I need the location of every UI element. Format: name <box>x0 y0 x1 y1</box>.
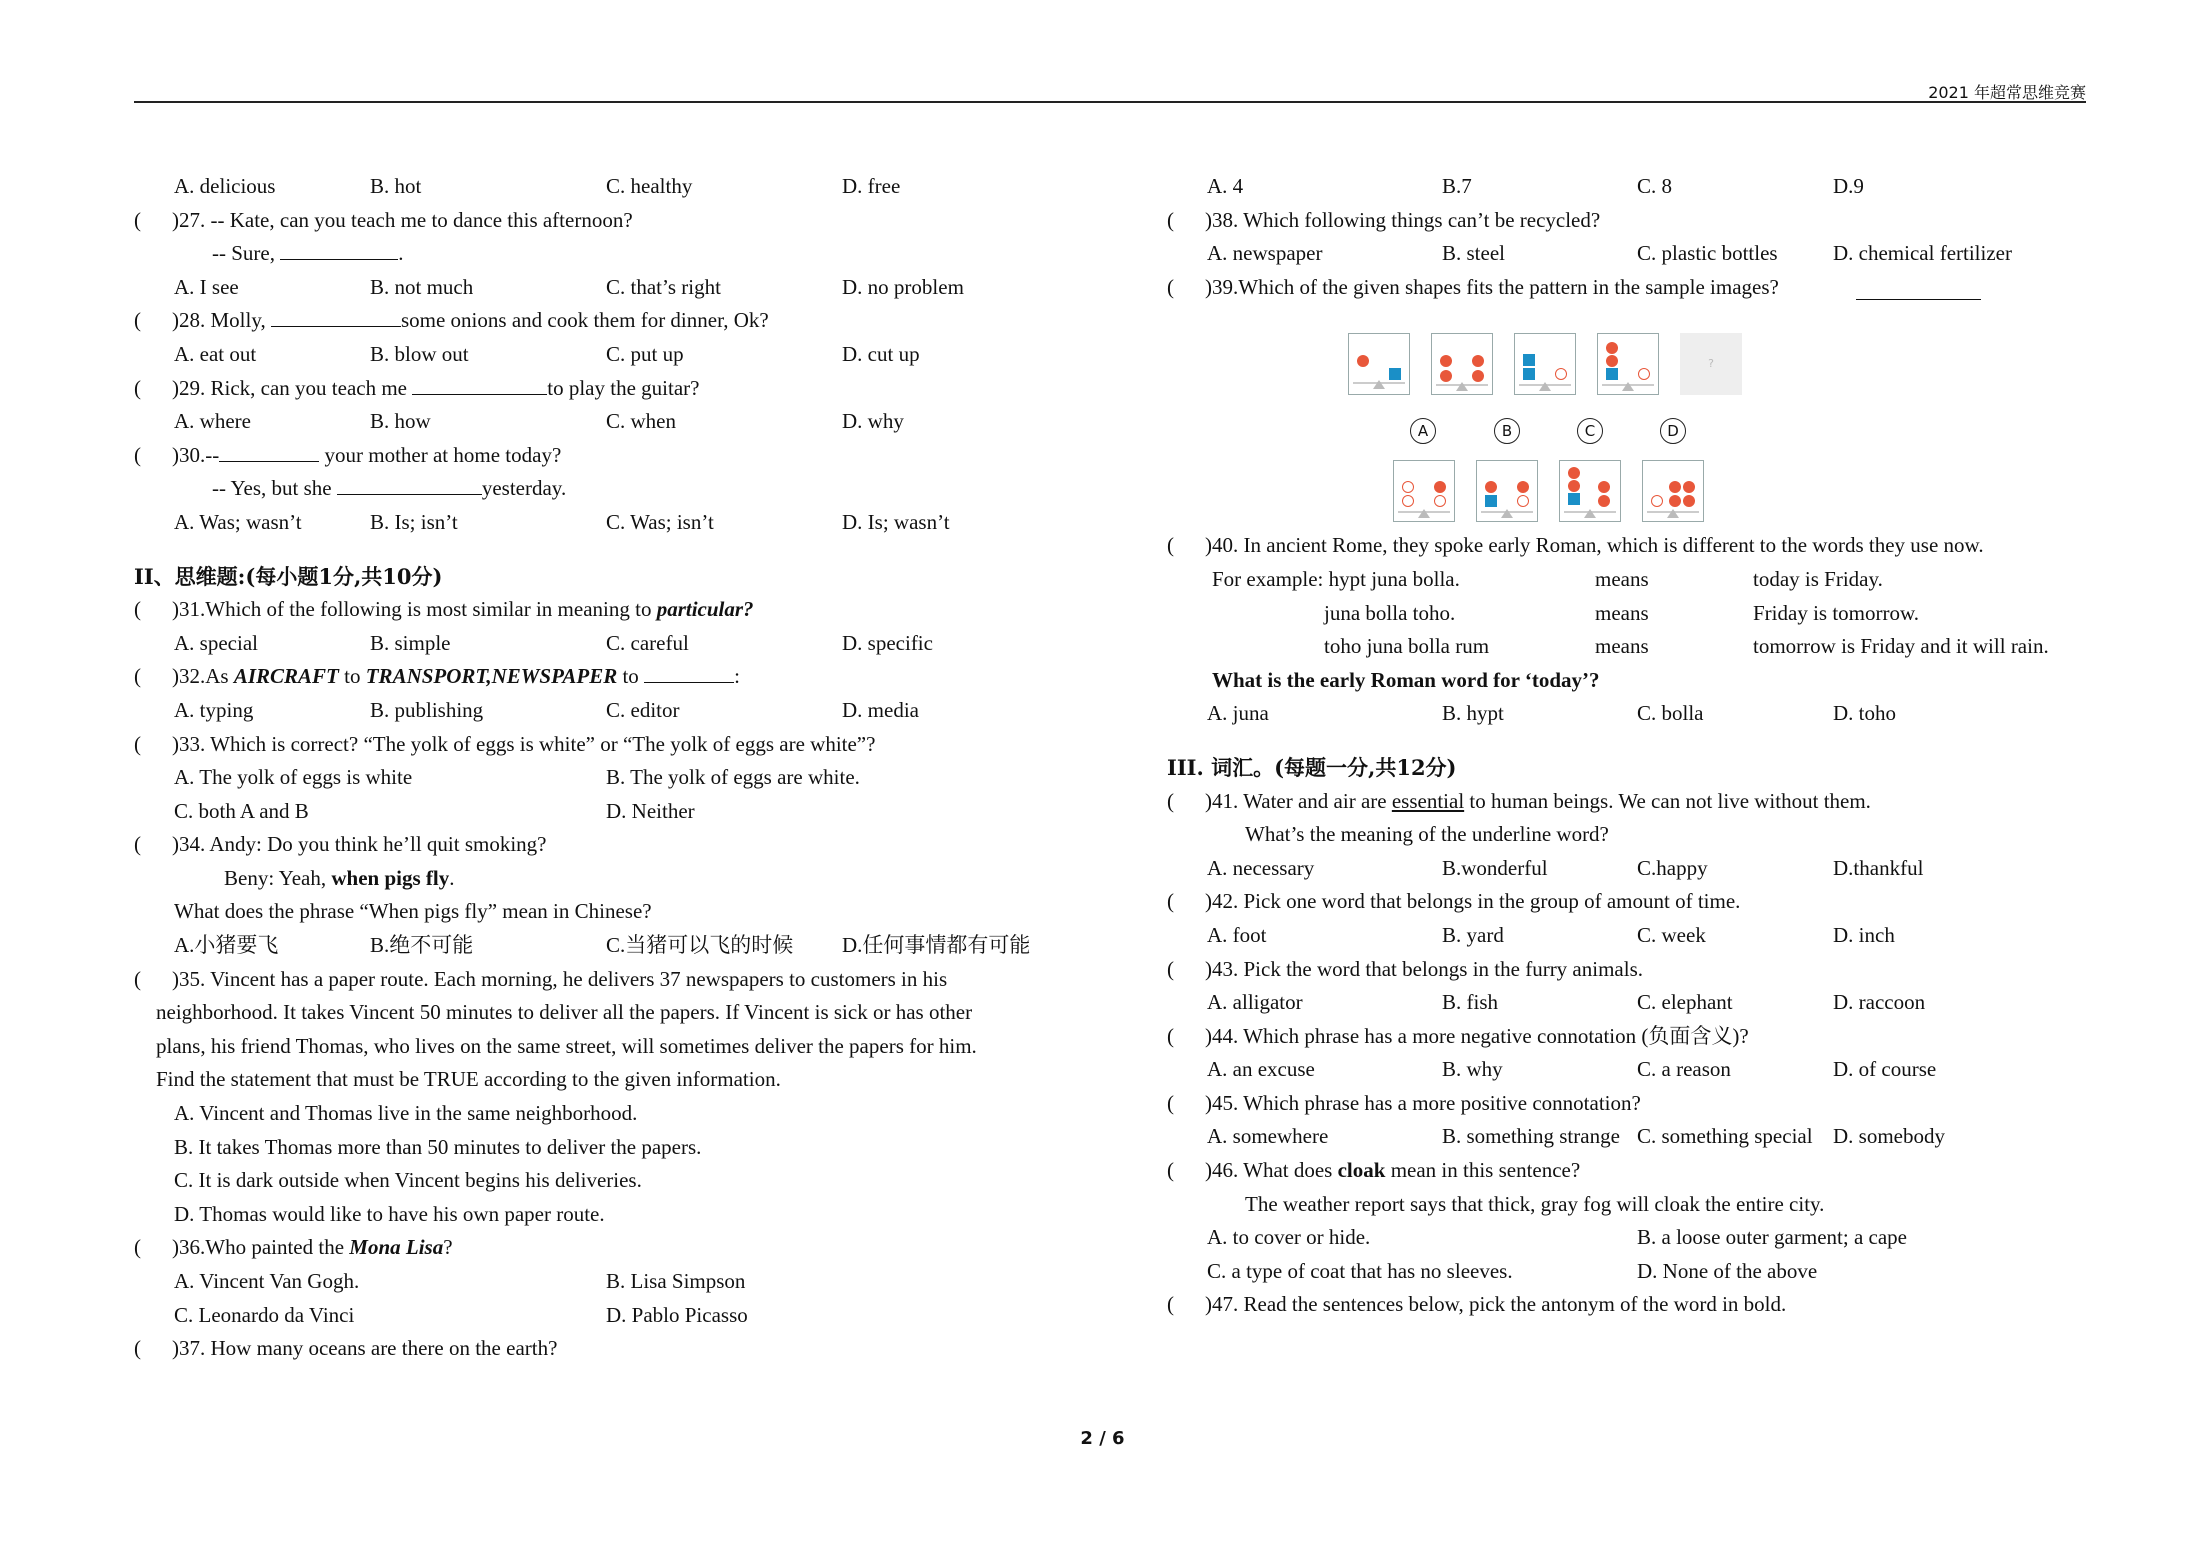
option-a: A. somewhere <box>1207 1124 1329 1149</box>
option-b: B. not much <box>370 274 474 299</box>
question-38: ( )38. Which following things can’t be recycled? <box>1167 204 2097 238</box>
example-row-1: For example: hypt juna bolla. means today is Friday. <box>1212 566 1883 591</box>
option-c: C. a type of coat that has no sleeves. <box>1207 1258 1513 1283</box>
option-a: A. alligator <box>1207 990 1303 1015</box>
question-37: ( )37. How many oceans are there on the earth? <box>134 1332 1064 1366</box>
option-b: B. Lisa Simpson <box>606 1269 746 1293</box>
answer-paren: ( <box>134 442 141 467</box>
sample-image-3 <box>1514 333 1576 395</box>
option-c: C.happy <box>1637 855 1708 880</box>
q31-options <box>134 627 1064 661</box>
q38-options <box>1167 237 2097 271</box>
option-c: C. Was; isn’t <box>606 509 714 534</box>
answer-paren: ( <box>134 308 141 333</box>
question-34: ( )34. Andy: Do you think he’ll quit smoking? <box>134 828 1064 862</box>
option-a: A. 4 <box>1207 174 1244 198</box>
option-d: D.thankful <box>1833 855 1924 880</box>
q33-options-row2 <box>134 795 1064 829</box>
option-d: D. somebody <box>1833 1124 1945 1149</box>
answer-paren: ( <box>134 597 141 622</box>
answer-paren: ( <box>134 375 141 400</box>
answer-paren: ( <box>1167 788 1174 813</box>
option-d: D. toho <box>1833 701 1896 726</box>
q35-option-a: A. Vincent and Thomas live in the same neighborhood. <box>174 1101 638 1126</box>
option-c: C. careful <box>606 630 689 655</box>
q33-options-row1 <box>134 761 1064 795</box>
option-c: C. a reason <box>1637 1057 1731 1082</box>
q34-options <box>134 929 1064 963</box>
choice-c-image[interactable] <box>1559 460 1621 522</box>
q36-options-row2 <box>134 1299 1064 1333</box>
question-30: ( )30.-- your mother at home today? <box>134 439 1064 473</box>
answer-blank <box>1856 279 1981 300</box>
choice-b-image[interactable] <box>1476 460 1538 522</box>
section-3-heading: III. 词汇。(每题一分,共12分) <box>1167 754 1457 780</box>
choice-a-label[interactable]: A <box>1410 418 1436 444</box>
option-c: C. Leonardo da Vinci <box>174 1302 355 1327</box>
option-c: C. something special <box>1637 1124 1813 1149</box>
choice-d-label[interactable]: D <box>1660 418 1686 444</box>
option-a: A. juna <box>1207 701 1269 726</box>
q27-options <box>134 271 1064 305</box>
sample-image-1 <box>1348 333 1410 395</box>
answer-paren: ( <box>1167 889 1174 914</box>
option-a: A. Was; wasn’t <box>174 509 302 534</box>
option-a: A. to cover or hide. <box>1207 1225 1371 1250</box>
answer-blank <box>280 239 398 260</box>
choice-c-label[interactable]: C <box>1577 418 1603 444</box>
option-b: B. Is; isn’t <box>370 509 458 534</box>
option-b: B. steel <box>1442 241 1505 266</box>
option-c: C. both A and B <box>174 798 309 823</box>
choice-b-label[interactable]: B <box>1494 418 1520 444</box>
option-a: A. special <box>174 630 258 655</box>
option-d: D.任何事情都有可能 <box>842 933 1031 958</box>
option-a: A. typing <box>174 697 254 722</box>
answer-blank <box>644 662 734 683</box>
answer-blank <box>219 441 319 462</box>
option-d: D. inch <box>1833 922 1895 947</box>
option-c: C. plastic bottles <box>1637 241 1778 266</box>
answer-paren: ( <box>134 664 141 689</box>
question-27-reply: -- Sure, . <box>212 241 404 266</box>
question-46: ( )46. What does cloak mean in this sentence? <box>1167 1154 2097 1188</box>
option-d: D. raccoon <box>1833 990 1926 1015</box>
q46-options-row2 <box>1167 1255 2097 1289</box>
answer-paren: ( <box>1167 1023 1174 1048</box>
option-d: D. no problem <box>842 274 964 299</box>
option-d: D. specific <box>842 630 933 655</box>
q29-options <box>134 405 1064 439</box>
question-39: ( )39.Which of the given shapes fits the pattern in the sample images? <box>1167 271 2097 305</box>
q42-options <box>1167 919 2097 953</box>
option-d: D. Pablo Picasso <box>606 1302 748 1327</box>
option-b: B. publishing <box>370 697 484 722</box>
q44-options <box>1167 1053 2097 1087</box>
answer-blank <box>412 374 547 395</box>
question-text: 27. -- Kate, can you teach me to dance this afternoon? <box>179 207 633 232</box>
q30-options <box>134 506 1064 540</box>
pattern-puzzle-figure <box>1167 304 2097 529</box>
q35-option-d: D. Thomas would like to have his own paper route. <box>174 1201 605 1226</box>
option-b: B. hypt <box>1442 701 1504 726</box>
q26-options <box>134 170 1064 204</box>
option-b: B. yard <box>1442 922 1504 947</box>
option-b: B. something strange <box>1442 1124 1620 1149</box>
answer-paren: ( <box>134 731 141 756</box>
option-a: A. The yolk of eggs is white <box>174 765 413 790</box>
option-c: C. that’s right <box>606 274 721 299</box>
option-d: D. chemical fertilizer <box>1833 241 2012 266</box>
question-30-reply: -- Yes, but she yesterday. <box>212 476 567 501</box>
example-row-3: toho juna bolla rum means tomorrow is Friday and it will rain. <box>1324 634 2049 659</box>
option-b: B. simple <box>370 630 451 655</box>
option-c: C. week <box>1637 922 1706 947</box>
answer-paren: ( <box>134 1235 141 1260</box>
option-d: D. of course <box>1833 1057 1937 1082</box>
q32-options <box>134 694 1064 728</box>
answer-blank <box>271 306 401 327</box>
sample-image-2 <box>1431 333 1493 395</box>
option-d: D. why <box>842 409 904 434</box>
q35-option-c: C. It is dark outside when Vincent begins his deliveries. <box>174 1168 642 1193</box>
q40-options <box>1167 697 2097 731</box>
answer-paren: ( <box>1167 274 1174 299</box>
question-28: ( )28. Molly, some onions and cook them for dinner, Ok? <box>134 304 1064 338</box>
question-35-line3: plans, his friend Thomas, who lives on the same street, will sometimes deliver the papers for him. <box>156 1033 977 1058</box>
option-c: C. editor <box>606 697 680 722</box>
q41-options <box>1167 852 2097 886</box>
question-46-sentence: The weather report says that thick, gray fog will cloak the entire city. <box>1245 1191 1825 1216</box>
page-header-title: 2021 年超常思维竞赛 <box>1928 83 2086 102</box>
question-29: ( )29. Rick, can you teach me to play the guitar? <box>134 372 1064 406</box>
option-a: A. Vincent Van Gogh. <box>174 1269 360 1293</box>
q35-option-b: B. It takes Thomas more than 50 minutes to deliver the papers. <box>174 1134 702 1159</box>
q36-options-row1 <box>134 1265 1064 1299</box>
option-d: D. cut up <box>842 341 920 366</box>
option-a: A. newspaper <box>1207 241 1323 266</box>
question-41-prompt: What’s the meaning of the underline word? <box>1245 822 1609 847</box>
option-d: D. free <box>842 174 901 198</box>
option-d: D. media <box>842 697 919 722</box>
question-35: ( )35. Vincent has a paper route. Each morning, he delivers 37 newspapers to customers in his <box>134 963 1064 997</box>
question-40: ( )40. In ancient Rome, they spoke early Roman, which is different to the words they use now. <box>1167 529 2097 563</box>
q37-options <box>1167 170 2097 204</box>
header-divider <box>134 101 2086 103</box>
option-c: C. healthy <box>606 174 693 198</box>
question-41: ( )41. Water and air are essential to human beings. We can not live without them. <box>1167 785 2097 819</box>
question-27: ( )27. -- Kate, can you teach me to dance this afternoon? <box>134 204 1064 238</box>
option-b: B.绝不可能 <box>370 933 474 958</box>
option-c: C. elephant <box>1637 990 1733 1015</box>
q43-options <box>1167 986 2097 1020</box>
question-35-line4: Find the statement that must be TRUE according to the given information. <box>156 1067 781 1092</box>
question-42: ( )42. Pick one word that belongs in the group of amount of time. <box>1167 885 2097 919</box>
question-43: ( )43. Pick the word that belongs in the furry animals. <box>1167 953 2097 987</box>
option-b: B. hot <box>370 174 422 198</box>
option-b: B. how <box>370 409 431 434</box>
page-number: 2 / 6 <box>1080 1428 1125 1449</box>
choice-a-image[interactable] <box>1393 460 1455 522</box>
sample-image-4 <box>1597 333 1659 395</box>
question-34-prompt: What does the phrase “When pigs fly” mean in Chinese? <box>174 899 652 924</box>
option-b: B. why <box>1442 1057 1503 1082</box>
option-a: A. delicious <box>174 174 276 198</box>
option-c: C.当猪可以飞的时候 <box>606 933 794 958</box>
answer-paren: ( <box>134 966 141 991</box>
option-a: A. foot <box>1207 922 1267 947</box>
question-45: ( )45. Which phrase has a more positive connotation? <box>1167 1087 2097 1121</box>
q46-options-row1 <box>1167 1221 2097 1255</box>
option-a: A.小猪要飞 <box>174 933 279 958</box>
answer-paren: ( <box>1167 956 1174 981</box>
question-44: ( )44. Which phrase has a more negative connotation (负面含义)? <box>1167 1020 2097 1054</box>
q45-options <box>1167 1120 2097 1154</box>
unknown-image-placeholder: ? <box>1680 333 1742 395</box>
question-31: ( )31.Which of the following is most similar in meaning to particular? <box>134 593 1064 627</box>
question-33: ( )33. Which is correct? “The yolk of eggs is white” or “The yolk of eggs are white”? <box>134 728 1064 762</box>
question-34-reply: Beny: Yeah, when pigs fly. <box>224 865 455 890</box>
question-35-line2: neighborhood. It takes Vincent 50 minutes to deliver all the papers. If Vincent is sick or has other <box>156 1000 973 1025</box>
answer-paren: ( <box>1167 533 1174 558</box>
answer-paren: ( <box>1167 1090 1174 1115</box>
option-a: A. where <box>174 409 251 434</box>
answer-paren: ( <box>134 832 141 857</box>
left-column <box>134 170 1064 1366</box>
question-36: ( )36.Who painted the Mona Lisa? <box>134 1231 1064 1265</box>
option-a: A. necessary <box>1207 855 1315 880</box>
option-b: B.7 <box>1442 174 1472 198</box>
option-c: C. bolla <box>1637 701 1704 726</box>
option-b: B. fish <box>1442 990 1499 1015</box>
option-b: B. The yolk of eggs are white. <box>606 765 860 790</box>
question-40-prompt: What is the early Roman word for ‘today’? <box>1212 667 1600 692</box>
option-c: C. 8 <box>1637 174 1673 198</box>
answer-paren: ( <box>1167 1292 1174 1317</box>
section-2-heading: II、思维题:(每小题1分,共10分) <box>134 563 443 589</box>
right-column <box>1167 170 2097 1322</box>
option-b: B. blow out <box>370 341 469 366</box>
answer-paren: ( <box>1167 1158 1174 1183</box>
answer-paren: ( <box>1167 207 1174 232</box>
option-a: A. I see <box>174 274 239 299</box>
option-a: A. eat out <box>174 341 257 366</box>
q28-options <box>134 338 1064 372</box>
example-row-2: juna bolla toho. means Friday is tomorrow. <box>1324 600 1920 625</box>
answer-paren: ( <box>134 207 141 232</box>
choice-d-image[interactable] <box>1642 460 1704 522</box>
option-d: D. Neither <box>606 798 695 823</box>
option-c: C. when <box>606 409 676 434</box>
option-b: B.wonderful <box>1442 855 1548 880</box>
question-47: ( )47. Read the sentences below, pick the antonym of the word in bold. <box>1167 1288 2097 1322</box>
option-d: D. Is; wasn’t <box>842 509 950 534</box>
option-b: B. a loose outer garment; a cape <box>1637 1225 1907 1250</box>
option-a: A. an excuse <box>1207 1057 1315 1082</box>
option-d: D.9 <box>1833 174 1864 198</box>
question-32: ( )32.As AIRCRAFT to TRANSPORT,NEWSPAPER to : <box>134 660 1064 694</box>
option-c: C. put up <box>606 341 684 366</box>
option-d: D. None of the above <box>1637 1258 1818 1283</box>
answer-paren: ( <box>134 1336 141 1361</box>
answer-blank <box>337 474 482 495</box>
